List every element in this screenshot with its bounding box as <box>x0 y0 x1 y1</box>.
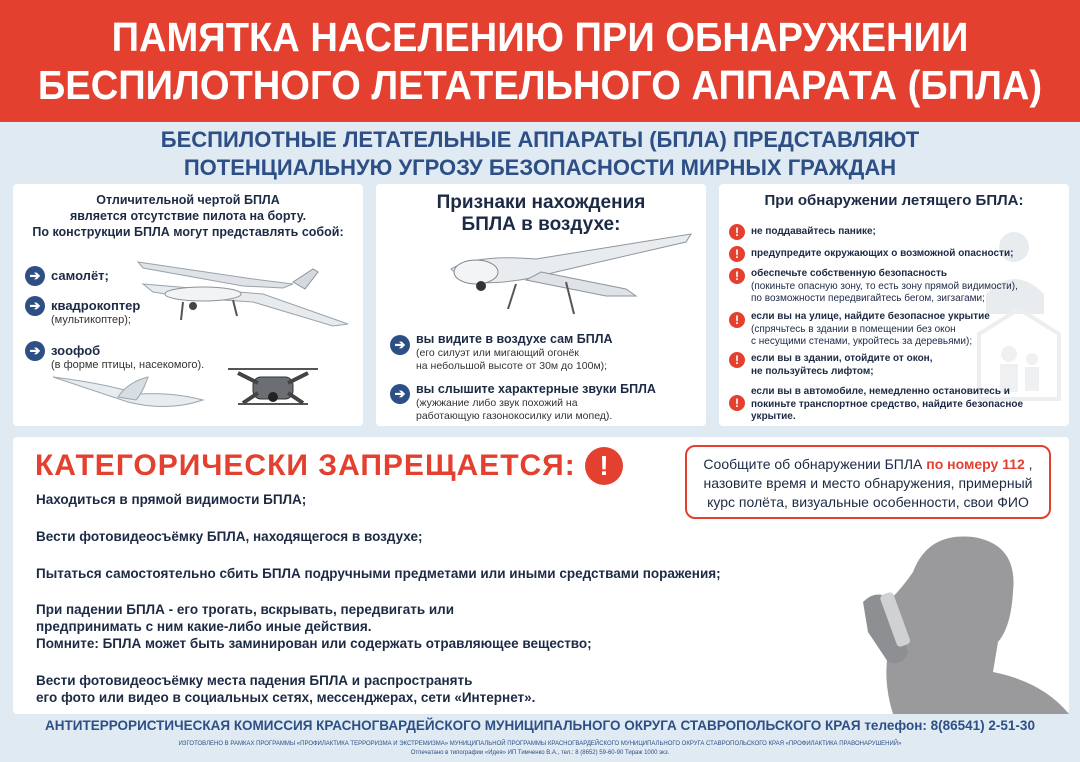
footer-fine-1: ИЗГОТОВЛЕНО В РАМКАХ ПРОГРАММЫ «ПРОФИЛАКТИКА ТЕРРОРИЗМА И ЭКСТРЕМИЗМА» МУНИЦИПАЛЬНОЙ ПРОГРАММЫ КРАСНОГВАРДЕЙСКОГО МУНИЦИПАЛЬНОГО ОКРУГА СТАВРОПОЛЬСКОГО КРАЯ «ПРОФИЛАКТИКА ПРАВОНАРУШЕНИЙ» <box>178 741 902 747</box>
exclamation-icon: ! <box>729 312 745 328</box>
forbidden-item-5 <box>36 672 535 706</box>
types-panel <box>13 184 363 426</box>
callbox-line3: курс полёта, визуальные особенности, свои ФИО <box>707 494 1029 510</box>
exclamation-icon: ! <box>729 224 745 240</box>
exclamation-icon: ! <box>729 352 745 368</box>
flying-item-1-bold: не поддавайтесь панике; <box>751 226 876 237</box>
flying-item-2 <box>751 248 1013 261</box>
forbidden-item-2 <box>36 528 422 545</box>
callbox-post: , <box>1024 456 1033 472</box>
sign-see-title: вы видите в воздухе сам БПЛА <box>416 332 613 346</box>
flying-item-3 <box>751 268 1018 306</box>
arrow-right-icon: ➔ <box>390 335 410 355</box>
type-quadcopter-sub: (мультикоптер); <box>51 314 131 326</box>
arrow-right-icon: ➔ <box>25 341 45 361</box>
bird-drone-icon <box>48 372 208 417</box>
exclamation-icon: ! <box>729 395 745 411</box>
flying-item-4 <box>751 311 990 349</box>
exclamation-icon: ! <box>729 246 745 262</box>
drone-plane-icon <box>446 214 696 324</box>
arrow-right-icon: ➔ <box>25 296 45 316</box>
flying-item-2-bold: предупредите окружающих о возможной опасности; <box>751 248 1014 259</box>
signs-title-line1: Признаки нахождения <box>436 192 646 213</box>
type-zoophobe-label: зоофоб <box>51 343 101 358</box>
flying-item-4-line1: (спрячьтесь в здании в помещении без окон <box>751 323 956 335</box>
callbox-line2: назовите время и место обнаружения, примерный <box>703 475 1033 491</box>
type-quadcopter-label: квадрокоптер <box>51 298 141 313</box>
subheader-line2: ПОТЕНЦИАЛЬНУЮ УГРОЗУ БЕЗОПАСНОСТИ МИРНЫХ ГРАЖДАН <box>183 155 897 180</box>
forbidden-item-2-line1: Вести фотовидеосъёмку БПЛА, находящегося в воздухе; <box>36 529 423 544</box>
signs-title-line2: БПЛА в воздухе: <box>461 214 621 235</box>
flying-item-3-bold: обеспечьте собственную безопасность <box>751 268 948 279</box>
forbidden-item-4-line3: Помните: БПЛА может быть заминирован или содержать отравляющее вещество; <box>36 636 592 651</box>
flying-item-5-line1: не пользуйтесь лифтом; <box>751 365 874 377</box>
arrow-right-icon: ➔ <box>390 384 410 404</box>
types-intro-line2: является отсутствие пилота на борту. <box>69 209 307 223</box>
footer-commission: АНТИТЕРРОРИСТИЧЕСКАЯ КОМИССИЯ КРАСНОГВАРДЕЙСКОГО МУНИЦИПАЛЬНОГО ОКРУГА СТАВРОПОЛЬСКОГО КРАЯ телефон: 8(86541) 2-51-30 <box>45 718 1035 733</box>
flying-item-4-line2: с несущими стенами, укройтесь за деревьями); <box>751 336 973 347</box>
flying-item-4-bold: если вы на улице, найдите безопасное укрытие <box>751 311 990 322</box>
flying-item-3-line1: (покиньте опасную зону, то есть зону прямой видимости), <box>751 280 1018 292</box>
forbidden-item-4 <box>36 601 592 652</box>
sign-see-sub2: на небольшой высоте от 30м до 100м); <box>416 360 608 372</box>
flying-item-5 <box>751 353 933 378</box>
forbidden-item-1-line1: Находиться в прямой видимости БПЛА; <box>36 492 307 507</box>
quadcopter-icon <box>218 359 328 419</box>
forbidden-item-5-line2: его фото или видео в социальных сетях, мессенджерах, сети «Интернет». <box>36 690 536 705</box>
sign-hear-sub2: работающую газонокосилку или мопед). <box>416 410 613 422</box>
callbox-line1 <box>687 455 1049 474</box>
forbidden-item-4-line1: При падении БПЛА - его трогать, вскрывать, передвигать или <box>36 602 455 617</box>
sign-hear-title: вы слышите характерные звуки БПЛА <box>416 382 656 396</box>
types-intro-line1: Отличительной чертой БПЛА <box>96 193 280 207</box>
type-zoophobe-sub: (в форме птицы, насекомого). <box>51 359 205 371</box>
person-phone-icon <box>833 532 1069 714</box>
header-title-line1: ПАМЯТКА НАСЕЛЕНИЮ ПРИ ОБНАРУЖЕНИИ <box>111 14 969 60</box>
type-plane-label: самолёт; <box>51 268 109 283</box>
callbox-phone: по номеру 112 <box>926 456 1025 472</box>
header-title-line2: БЕСПИЛОТНОГО ЛЕТАТЕЛЬНОГО АППАРАТА (БПЛА) <box>37 62 1043 108</box>
subheader-line1: БЕСПИЛОТНЫЕ ЛЕТАТЕЛЬНЫЕ АППАРАТЫ (БПЛА) ПРЕДСТАВЛЯЮТ <box>160 127 920 152</box>
forbidden-item-4-line2: предпринимать с ним какие-либо иные действия. <box>36 619 372 634</box>
subheader <box>0 126 1080 182</box>
report-callbox <box>685 445 1051 519</box>
sign-see-sub1: (его силуэт или мигающий огонёк <box>416 347 579 359</box>
flying-item-5-bold: если вы в здании, отойдите от окон, <box>751 353 933 364</box>
types-intro <box>13 192 363 240</box>
forbidden-item-3-line1: Пытаться самостоятельно сбить БПЛА подручными предметами или иными средствами поражения; <box>36 566 721 581</box>
flying-item-6 <box>751 386 1069 424</box>
flying-title: При обнаружении летящего БПЛА: <box>764 192 1024 209</box>
forbidden-item-5-line1: Вести фотовидеосъёмку места падения БПЛА и распространять <box>36 673 473 688</box>
flying-item-6-line1: покиньте транспортное средство, найдите безопасное укрытие. <box>751 398 1024 422</box>
forbidden-title: КАТЕГОРИЧЕСКИ ЗАПРЕЩАЕТСЯ: <box>35 449 576 482</box>
flying-item-3-line2: по возможности передвигайтесь бегом, зигзагами; <box>751 293 985 304</box>
footer-fine-2: Отпечатано в типографии «Идея» ИП Тимченко В.А., тел.: 8 (8652) 59-60-90 Тираж 1000 экз. <box>410 750 670 756</box>
exclamation-icon: ! <box>585 447 623 485</box>
types-intro-line3: По конструкции БПЛА могут представлять собой: <box>32 225 344 239</box>
callbox-pre: Сообщите об обнаружении БПЛА <box>703 456 927 472</box>
flying-panel <box>719 184 1069 426</box>
signs-panel <box>376 184 706 426</box>
exclamation-icon: ! <box>729 268 745 284</box>
forbidden-item-1 <box>36 491 306 508</box>
forbidden-item-3 <box>36 565 721 582</box>
flying-item-6-bold: если вы в автомобиле, немедленно остановитесь и <box>751 386 1010 397</box>
arrow-right-icon: ➔ <box>25 266 45 286</box>
flying-item-1 <box>751 226 876 239</box>
header-banner <box>0 0 1080 122</box>
drone-plane-icon <box>133 254 358 339</box>
forbidden-panel <box>13 437 1069 714</box>
sign-hear-sub1: (жужжание либо звук похожий на <box>416 397 578 409</box>
